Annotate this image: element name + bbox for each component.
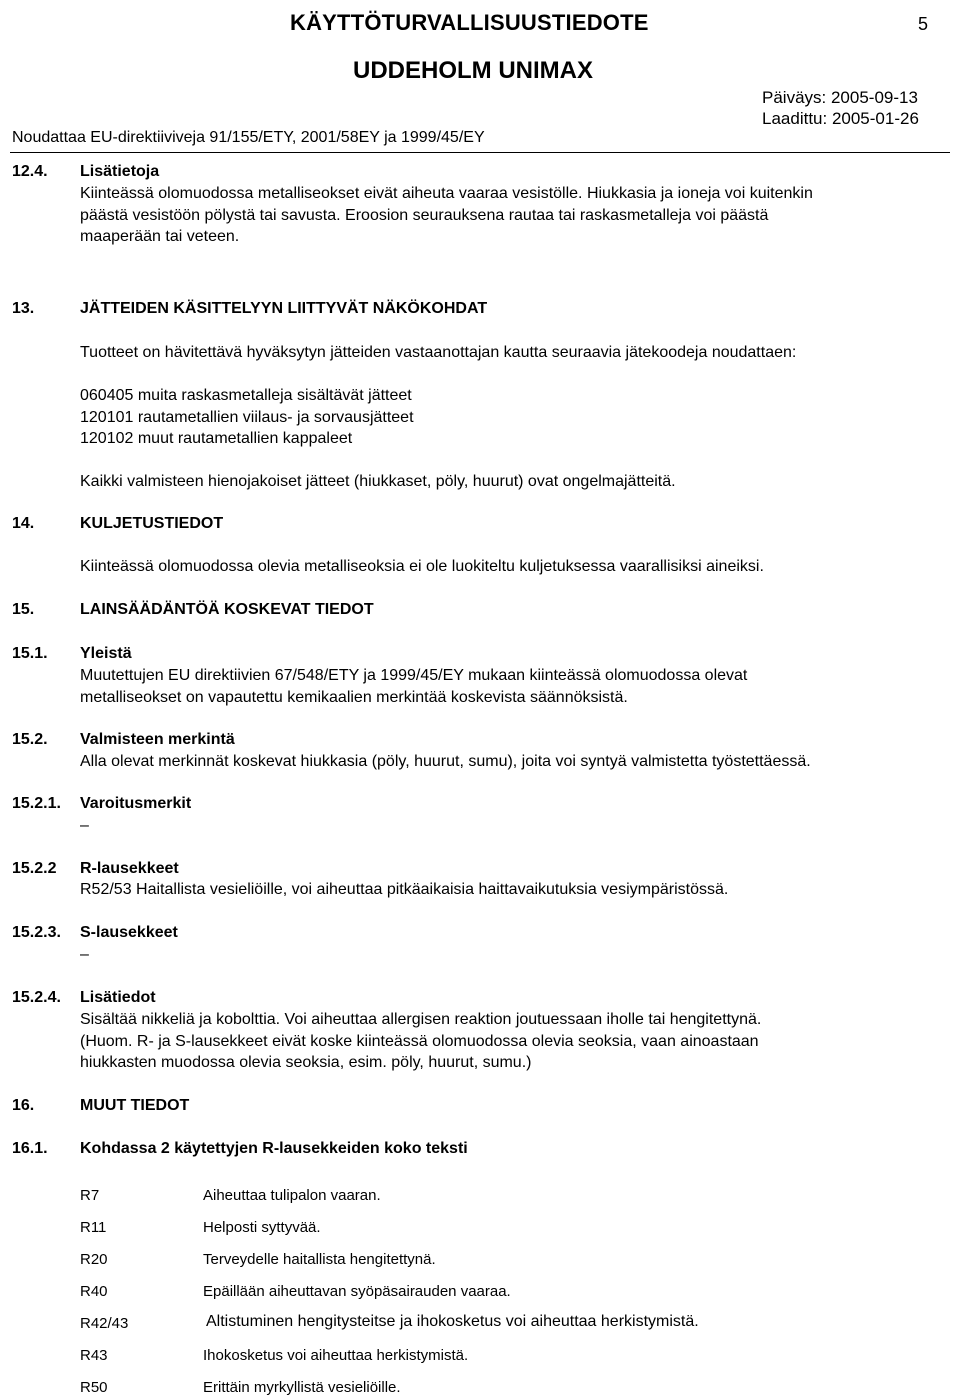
body-line: (Huom. R- ja S-lausekkeet eivät koske kiinteässä olomuodossa olevia seoksia, vaan ainoastaan: [80, 1032, 759, 1050]
section-15-1-heading: Yleistä: [80, 645, 132, 662]
section-16-heading: MUUT TIEDOT: [80, 1097, 190, 1114]
waste-code-item: 060405 muita raskasmetalleja sisältävät jätteet: [80, 387, 412, 404]
r-phrase-text: Helposti syttyvää.: [203, 1219, 321, 1236]
waste-code-item: 120102 muut rautametallien kappaleet: [80, 430, 353, 447]
section-15-number: 15.: [12, 601, 35, 618]
section-16-1-number: 16.1.: [12, 1140, 48, 1157]
section-15-2-heading: Valmisteen merkintä: [80, 731, 235, 748]
date-label: Päiväys: 2005-09-13: [762, 88, 918, 107]
section-15-2-1-heading: Varoitusmerkit: [80, 795, 192, 812]
section-15-2-3-number: 15.2.3.: [12, 924, 61, 941]
body-line: maaperään tai veteen.: [80, 228, 240, 245]
header-divider: [10, 152, 950, 153]
r-phrase-text: Terveydelle haitallista hengitettynä.: [203, 1251, 436, 1268]
r-phrase-code: R42/43: [80, 1315, 129, 1332]
body-line: metalliseokset on vapautettu kemikaalien merkintää koskevista säännöksistä.: [80, 688, 628, 706]
section-15-2-2-number: 15.2.2: [12, 860, 57, 877]
waste-code-item: 120101 rautametallien viilaus- ja sorvausjätteet: [80, 408, 414, 426]
waste-code-list: [80, 385, 940, 450]
body-line: Muutettujen EU direktiivien 67/548/ETY ja 1999/45/EY mukaan kiinteässä olomuodossa olevat: [80, 667, 748, 684]
section-15-2-1-value: –: [80, 817, 89, 834]
directive-text: Noudattaa EU-direktiiviveja 91/155/ETY, 2001/58EY ja 1999/45/EY: [12, 129, 485, 146]
section-16-number: 16.: [12, 1097, 35, 1114]
document-title: KÄYTTÖTURVALLISUUSTIEDOTE: [290, 10, 649, 35]
section-15-2-2-heading: R-lausekkeet: [80, 860, 179, 877]
page-number: 5: [918, 14, 929, 34]
section-13-number: 13.: [12, 300, 35, 317]
created-label: Laadittu: 2005-01-26: [762, 109, 919, 128]
r-phrase-code: R43: [80, 1347, 108, 1364]
r-phrase-code: R20: [80, 1251, 108, 1268]
section-15-2-text: Alla olevat merkinnät koskevat hiukkasia (pöly, huurut, sumu), joita voi syntyä valmistetta työstettäessä.: [80, 753, 811, 770]
section-15-2-3-heading: S-lausekkeet: [80, 924, 178, 941]
section-12-4-body: [80, 183, 940, 248]
r-phrase-text: Aiheuttaa tulipalon vaaran.: [203, 1187, 381, 1204]
section-12-4-number: 12.4.: [12, 163, 48, 180]
section-15-2-4-body: [80, 1009, 940, 1074]
section-14-number: 14.: [12, 515, 35, 532]
section-15-2-4-heading: Lisätiedot: [80, 989, 156, 1006]
r-phrase-code: R50: [80, 1379, 108, 1396]
section-15-2-4-number: 15.2.4.: [12, 989, 61, 1006]
section-13-intro: Tuotteet on hävitettävä hyväksytyn jätteiden vastaanottajan kautta seuraavia jätekoodeja noudattaen:: [80, 344, 797, 361]
section-15-1-number: 15.1.: [12, 645, 48, 662]
section-14-text: Kiinteässä olomuodossa olevia metalliseoksia ei ole luokiteltu kuljetuksessa vaarallisiksi aineiksi.: [80, 558, 764, 575]
r-phrase-text: Altistuminen hengitysteitse ja ihokosketus voi aiheuttaa herkistymistä.: [206, 1313, 699, 1330]
r-phrase-code: R7: [80, 1187, 100, 1204]
section-16-1-heading: Kohdassa 2 käytettyjen R-lausekkeiden koko teksti: [80, 1140, 468, 1157]
section-13-note: Kaikki valmisteen hienojakoiset jätteet (hiukkaset, pöly, huurut) ovat ongelmajätteitä.: [80, 473, 676, 490]
r-phrase-code: R11: [80, 1219, 107, 1236]
section-15-2-2-text: R52/53 Haitallista vesieliöille, voi aiheuttaa pitkäaikaisia haittavaikutuksia vesiympäristössä.: [80, 881, 729, 898]
body-line: Kiinteässä olomuodossa metalliseokset eivät aiheuta vaaraa vesistölle. Hiukkasia ja ioneja voi kuitenkin: [80, 185, 813, 202]
body-line: hiukkasten muodossa olevia seoksia, esim. pöly, huurut, sumu.): [80, 1054, 532, 1071]
r-phrase-text: Ihokosketus voi aiheuttaa herkistymistä.: [203, 1347, 469, 1364]
section-12-4-heading: Lisätietoja: [80, 163, 160, 180]
section-14-heading: KULJETUSTIEDOT: [80, 515, 224, 532]
section-15-2-number: 15.2.: [12, 731, 48, 748]
body-line: päästä vesistöön pölystä tai savusta. Eroosion seurauksena rautaa tai raskasmetalleja voi päästä: [80, 206, 769, 224]
section-15-2-1-number: 15.2.1.: [12, 795, 61, 812]
r-phrase-text: Epäillään aiheuttavan syöpäsairauden vaaraa.: [203, 1283, 511, 1300]
section-15-2-3-value: –: [80, 946, 89, 963]
r-phrase-code: R40: [80, 1283, 108, 1300]
section-15-heading: LAINSÄÄDÄNTÖÄ KOSKEVAT TIEDOT: [80, 601, 374, 618]
section-13-heading: JÄTTEIDEN KÄSITTELYYN LIITTYVÄT NÄKÖKOHDAT: [80, 300, 488, 317]
body-line: Sisältää nikkeliä ja kobolttia. Voi aiheuttaa allergisen reaktion joutuessaan iholle tai hengitettynä.: [80, 1011, 762, 1028]
product-name: UDDEHOLM UNIMAX: [353, 57, 593, 84]
section-15-1-body: [80, 665, 940, 708]
r-phrase-text: Erittäin myrkyllistä vesieliöille.: [203, 1379, 401, 1396]
